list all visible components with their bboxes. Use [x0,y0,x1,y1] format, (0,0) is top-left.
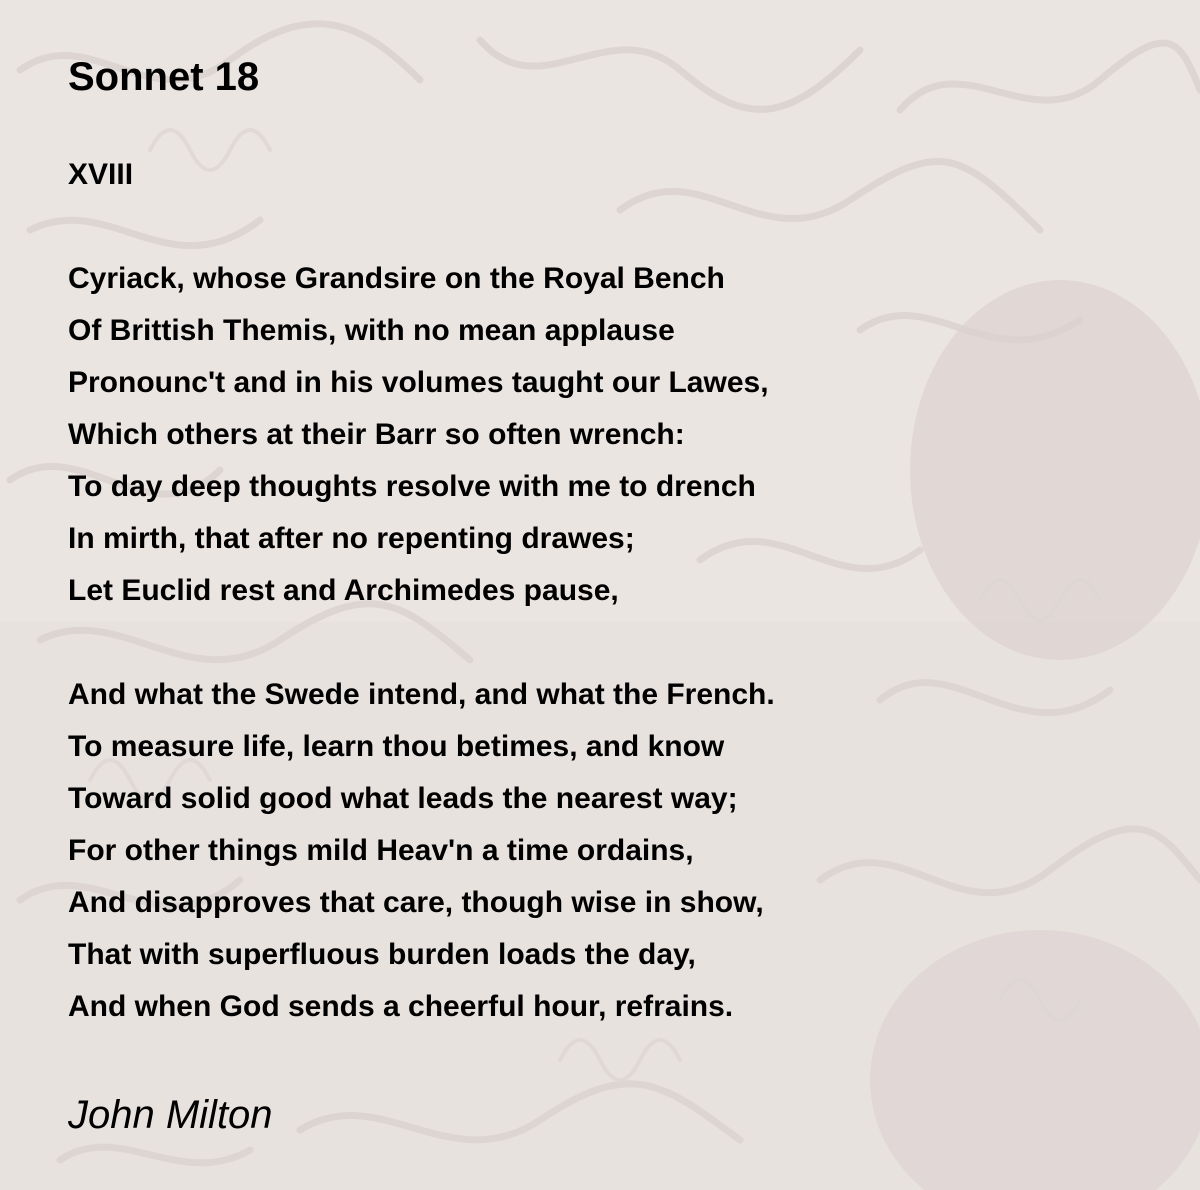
poem-line: Which others at their Barr so often wrench: [68,418,685,451]
poem-author: John Milton [68,1093,273,1137]
poem-line: That with superfluous burden loads the day, [68,938,696,971]
poem-line: To measure life, learn thou betimes, and know [68,730,725,763]
poem-line: And what the Swede intend, and what the French. [68,678,775,711]
poem-line: Cyriack, whose Grandsire on the Royal Bench [68,262,725,295]
poem-line: And disapproves that care, though wise in show, [68,886,764,919]
poem-line: And when God sends a cheerful hour, refrains. [68,990,734,1023]
poem-line: To day deep thoughts resolve with me to drench [68,470,756,503]
poem-line: Pronounc't and in his volumes taught our Lawes, [68,366,769,399]
poem-line: Of Brittish Themis, with no mean applause [68,314,675,347]
poem-line: In mirth, that after no repenting drawes; [68,522,635,555]
sonnet-numeral: XVIII [68,158,134,191]
poem-line: Toward solid good what leads the nearest way; [68,782,738,815]
poem-title: Sonnet 18 [68,55,260,99]
stanza [68,253,769,617]
poem-line: For other things mild Heav'n a time ordains, [68,834,694,867]
stanza [68,669,775,1033]
poem-line: Let Euclid rest and Archimedes pause, [68,574,619,607]
